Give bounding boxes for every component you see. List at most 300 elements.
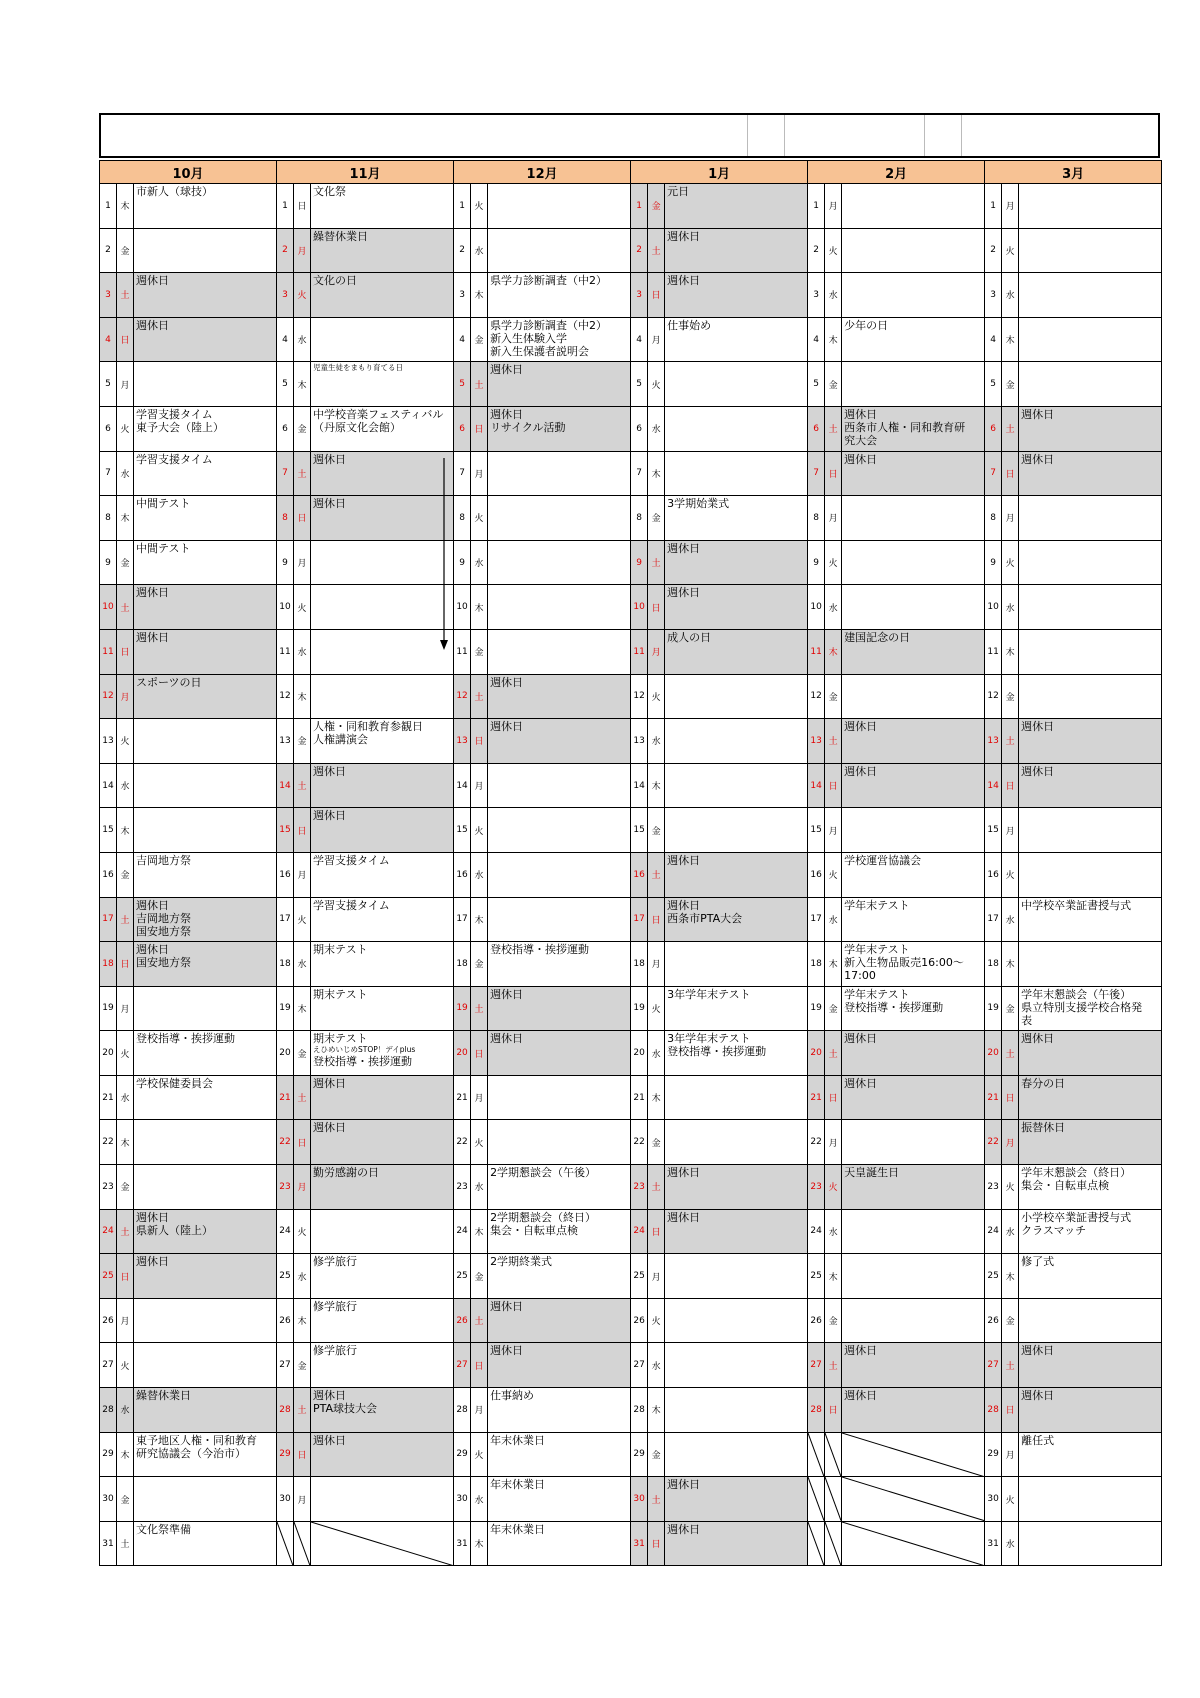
event-cell bbox=[1019, 1521, 1162, 1566]
event-cell bbox=[842, 986, 985, 1031]
event-cell bbox=[665, 228, 808, 273]
event-cell bbox=[134, 317, 277, 362]
event-cell bbox=[842, 852, 985, 897]
weekday: 水 bbox=[648, 1343, 665, 1388]
event-cell bbox=[665, 897, 808, 942]
weekday: 月 bbox=[1002, 808, 1019, 853]
weekday: 木 bbox=[471, 897, 488, 942]
event-line: 週休日 bbox=[844, 1344, 878, 1358]
day-number: 2 bbox=[100, 228, 117, 273]
event-cell bbox=[665, 1165, 808, 1210]
event-line: 週休日 bbox=[1021, 452, 1055, 466]
weekday: 日 bbox=[825, 1388, 842, 1433]
day-number: 6 bbox=[808, 406, 825, 451]
cross-out-line bbox=[842, 1477, 984, 1521]
event-line: 学年末懇談会（午後） bbox=[1021, 987, 1132, 1001]
day-number: 12 bbox=[454, 674, 471, 719]
event-line: 週休日 bbox=[1021, 1344, 1055, 1358]
weekday: 月 bbox=[825, 1120, 842, 1165]
weekday: 土 bbox=[1002, 406, 1019, 451]
day-number: 16 bbox=[808, 852, 825, 897]
event-line: 週休日 bbox=[490, 363, 524, 377]
weekday: 月 bbox=[294, 228, 311, 273]
day-number: 21 bbox=[100, 1075, 117, 1120]
weekday: 土 bbox=[294, 1388, 311, 1433]
weekday: 金 bbox=[294, 406, 311, 451]
day-number: 28 bbox=[454, 1388, 471, 1433]
weekday: 日 bbox=[471, 1343, 488, 1388]
day-row bbox=[100, 540, 1162, 585]
month-header: 12月 bbox=[454, 161, 631, 184]
day-row bbox=[100, 1477, 1162, 1522]
event-cell bbox=[842, 1343, 985, 1388]
event-cell bbox=[842, 585, 985, 630]
event-cell bbox=[311, 1254, 454, 1299]
weekday: 土 bbox=[117, 897, 134, 942]
event-line: 週休日 bbox=[136, 1210, 169, 1224]
weekday: 水 bbox=[825, 585, 842, 630]
day-number: 15 bbox=[808, 808, 825, 853]
event-cell bbox=[311, 540, 454, 585]
event-line: 中学校卒業証書授与式 bbox=[1021, 898, 1132, 912]
event-line: 3学期始業式 bbox=[667, 497, 730, 511]
weekday: 金 bbox=[825, 674, 842, 719]
event-cell bbox=[311, 942, 454, 987]
weekday: 水 bbox=[825, 273, 842, 318]
weekday: 日 bbox=[294, 184, 311, 229]
day-number: 8 bbox=[631, 496, 648, 541]
weekday: 日 bbox=[117, 317, 134, 362]
weekday: 火 bbox=[117, 406, 134, 451]
weekday: 月 bbox=[648, 629, 665, 674]
event-line: 文化の日 bbox=[313, 274, 358, 288]
event-cell bbox=[842, 1120, 985, 1165]
event-line: 週休日 bbox=[136, 1255, 169, 1269]
event-line: 週休日 bbox=[313, 1076, 347, 1090]
event-cell bbox=[842, 1165, 985, 1210]
day-number: 13 bbox=[454, 719, 471, 764]
day-number: 15 bbox=[985, 808, 1002, 853]
day-number: 4 bbox=[631, 317, 648, 362]
event-line: 学習支援タイム bbox=[313, 898, 390, 912]
event-line: 週休日 bbox=[1021, 407, 1055, 421]
event-cell bbox=[1019, 1209, 1162, 1254]
weekday: 日 bbox=[294, 1432, 311, 1477]
day-number: 29 bbox=[631, 1432, 648, 1477]
event-cell bbox=[1019, 585, 1162, 630]
event-line: 登校指導・挨拶運動 bbox=[136, 1032, 235, 1046]
event-line: 週休日 bbox=[844, 452, 878, 466]
event-cell bbox=[488, 1209, 631, 1254]
event-cell bbox=[134, 1477, 277, 1522]
weekday: 土 bbox=[1002, 719, 1019, 764]
event-line: 登校指導・挨拶運動 bbox=[490, 943, 590, 957]
day-number: 9 bbox=[454, 540, 471, 585]
event-line: 週休日 bbox=[313, 497, 347, 511]
event-line: 週休日 bbox=[1021, 1389, 1055, 1403]
weekday: 土 bbox=[117, 1209, 134, 1254]
weekday: 土 bbox=[471, 362, 488, 407]
weekday: 月 bbox=[1002, 1432, 1019, 1477]
title-divider bbox=[924, 115, 925, 156]
weekday: 金 bbox=[648, 808, 665, 853]
event-line: 2学期懇談会（午後） bbox=[490, 1166, 597, 1180]
event-cell bbox=[488, 496, 631, 541]
event-line: 週休日 bbox=[844, 1389, 878, 1403]
event-cell bbox=[842, 1388, 985, 1433]
weekday: 水 bbox=[648, 1031, 665, 1076]
day-number: 28 bbox=[808, 1388, 825, 1433]
day-number: 3 bbox=[808, 273, 825, 318]
event-line: 週休日 bbox=[667, 541, 701, 555]
event-line: 学校保健委員会 bbox=[136, 1076, 213, 1090]
event-line: 週休日 bbox=[313, 1433, 347, 1447]
day-number: 6 bbox=[631, 406, 648, 451]
event-line: 西条市PTA大会 bbox=[667, 911, 743, 925]
day-number: 17 bbox=[100, 897, 117, 942]
day-number: 11 bbox=[454, 629, 471, 674]
day-number: 26 bbox=[454, 1298, 471, 1343]
day-number: 19 bbox=[808, 986, 825, 1031]
event-line: 修学旅行 bbox=[313, 1299, 358, 1313]
event-line: 学習支援タイム bbox=[313, 853, 390, 867]
day-number: 14 bbox=[277, 763, 294, 808]
day-number: 3 bbox=[985, 273, 1002, 318]
event-cell bbox=[1019, 451, 1162, 496]
event-cell bbox=[134, 1343, 277, 1388]
event-cell bbox=[311, 451, 454, 496]
weekday: 火 bbox=[471, 808, 488, 853]
weekday: 土 bbox=[648, 1165, 665, 1210]
weekday: 木 bbox=[648, 763, 665, 808]
event-cell bbox=[134, 1521, 277, 1566]
day-number: 23 bbox=[631, 1165, 648, 1210]
event-line: 天皇誕生日 bbox=[844, 1166, 900, 1180]
weekday: 土 bbox=[294, 763, 311, 808]
day-number: 7 bbox=[277, 451, 294, 496]
weekday: 木 bbox=[825, 629, 842, 674]
weekday: 金 bbox=[648, 496, 665, 541]
month-header-row bbox=[100, 161, 1162, 184]
event-cell bbox=[311, 228, 454, 273]
event-cell bbox=[134, 1209, 277, 1254]
day-row bbox=[100, 451, 1162, 496]
weekday: 金 bbox=[294, 719, 311, 764]
event-line: 小学校卒業証書授与式 bbox=[1021, 1210, 1132, 1224]
day-number: 7 bbox=[808, 451, 825, 496]
day-number: 5 bbox=[100, 362, 117, 407]
day-number: 8 bbox=[808, 496, 825, 541]
day-number: 2 bbox=[808, 228, 825, 273]
day-number: 25 bbox=[100, 1254, 117, 1299]
event-line: 県立特別支援学校合格発 bbox=[1021, 1000, 1143, 1014]
weekday: 木 bbox=[117, 808, 134, 853]
event-cell bbox=[134, 362, 277, 407]
day-number: 4 bbox=[277, 317, 294, 362]
weekday: 月 bbox=[294, 852, 311, 897]
event-line: 3年学年末テスト bbox=[667, 987, 751, 1001]
day-number: 4 bbox=[100, 317, 117, 362]
event-cell bbox=[1019, 540, 1162, 585]
weekday: 火 bbox=[1002, 1165, 1019, 1210]
weekday: 水 bbox=[471, 540, 488, 585]
event-line: 中学校音楽フェスティバル bbox=[313, 407, 444, 421]
event-cell bbox=[842, 629, 985, 674]
day-row bbox=[100, 1254, 1162, 1299]
month-header: 3月 bbox=[985, 161, 1162, 184]
day-number: 20 bbox=[985, 1031, 1002, 1076]
weekday: 火 bbox=[294, 897, 311, 942]
event-cell bbox=[488, 540, 631, 585]
day-number: 19 bbox=[100, 986, 117, 1031]
weekday: 水 bbox=[117, 763, 134, 808]
day-number: 25 bbox=[454, 1254, 471, 1299]
event-line: 成人の日 bbox=[667, 630, 712, 644]
weekday: 土 bbox=[648, 1477, 665, 1522]
event-line: 国安地方祭 bbox=[136, 956, 191, 970]
day-number: 31 bbox=[454, 1521, 471, 1566]
weekday: 水 bbox=[117, 1075, 134, 1120]
event-line: 振替休日 bbox=[1021, 1121, 1066, 1135]
weekday: 日 bbox=[1002, 1388, 1019, 1433]
event-line: 週休日 bbox=[844, 1032, 878, 1046]
weekday: 日 bbox=[648, 273, 665, 318]
weekday: 日 bbox=[648, 1209, 665, 1254]
weekday: 火 bbox=[648, 362, 665, 407]
event-line: 週休日 bbox=[1021, 720, 1055, 734]
weekday: 木 bbox=[117, 1120, 134, 1165]
event-line: 週休日 bbox=[1021, 764, 1055, 778]
event-line: 週休日 bbox=[136, 898, 169, 912]
day-number: 5 bbox=[277, 362, 294, 407]
day-number: 23 bbox=[277, 1165, 294, 1210]
day-number: 30 bbox=[454, 1477, 471, 1522]
event-line: 週休日 bbox=[667, 229, 701, 243]
day-number: 10 bbox=[808, 585, 825, 630]
day-number: 17 bbox=[277, 897, 294, 942]
day-number: 27 bbox=[808, 1343, 825, 1388]
event-cell bbox=[134, 451, 277, 496]
day-number: 16 bbox=[277, 852, 294, 897]
weekday: 金 bbox=[117, 540, 134, 585]
weekday: 火 bbox=[825, 228, 842, 273]
event-line: リサイクル活動 bbox=[490, 420, 566, 434]
day-number: 26 bbox=[985, 1298, 1002, 1343]
weekday: 日 bbox=[825, 1075, 842, 1120]
event-line: 東予地区人権・同和教育 bbox=[136, 1433, 257, 1447]
day-number: 19 bbox=[985, 986, 1002, 1031]
event-line: 仕事納め bbox=[490, 1389, 535, 1403]
event-cell bbox=[134, 1388, 277, 1433]
event-cell bbox=[134, 1298, 277, 1343]
event-cell bbox=[842, 273, 985, 318]
day-number: 30 bbox=[100, 1477, 117, 1522]
day-number: 19 bbox=[277, 986, 294, 1031]
day-number: 12 bbox=[631, 674, 648, 719]
day-number: 11 bbox=[631, 629, 648, 674]
event-cell bbox=[665, 629, 808, 674]
day-number: 20 bbox=[277, 1031, 294, 1076]
cross-out-line bbox=[808, 1522, 824, 1566]
day-row bbox=[100, 406, 1162, 451]
event-cell bbox=[134, 674, 277, 719]
day-number: 22 bbox=[631, 1120, 648, 1165]
event-cell bbox=[134, 719, 277, 764]
event-cell bbox=[842, 1477, 985, 1522]
day-number: 2 bbox=[631, 228, 648, 273]
weekday: 土 bbox=[117, 1521, 134, 1566]
event-cell bbox=[842, 228, 985, 273]
day-row bbox=[100, 317, 1162, 362]
event-line: 国安地方祭 bbox=[136, 924, 191, 938]
day-number: 2 bbox=[985, 228, 1002, 273]
cross-out-line bbox=[825, 1477, 841, 1521]
weekday: 木 bbox=[648, 1075, 665, 1120]
event-cell bbox=[1019, 1165, 1162, 1210]
event-cell bbox=[842, 1254, 985, 1299]
day-number: 6 bbox=[277, 406, 294, 451]
event-cell bbox=[665, 540, 808, 585]
event-cell bbox=[134, 1165, 277, 1210]
weekday: 木 bbox=[648, 451, 665, 496]
event-line: 学年末テスト bbox=[844, 943, 910, 957]
day-number: 15 bbox=[631, 808, 648, 853]
day-number: 6 bbox=[100, 406, 117, 451]
event-line: 新入生保護者説明会 bbox=[490, 344, 590, 358]
event-line: （丹原文化会館） bbox=[313, 420, 402, 434]
event-cell bbox=[1019, 406, 1162, 451]
event-cell bbox=[134, 1031, 277, 1076]
day-number: 18 bbox=[277, 942, 294, 987]
day-number: 10 bbox=[631, 585, 648, 630]
event-cell bbox=[1019, 1298, 1162, 1343]
event-cell bbox=[134, 585, 277, 630]
event-line: 週休日 bbox=[667, 1210, 701, 1224]
day-number: 15 bbox=[277, 808, 294, 853]
weekday: 土 bbox=[825, 1031, 842, 1076]
day-number: 10 bbox=[100, 585, 117, 630]
event-line: 学校運営協議会 bbox=[844, 853, 922, 867]
weekday: 木 bbox=[294, 362, 311, 407]
event-line: 集会・自転車点検 bbox=[1021, 1179, 1110, 1193]
event-line: 繰替休業日 bbox=[313, 229, 369, 243]
event-line: 文化祭準備 bbox=[136, 1522, 191, 1536]
weekday: 火 bbox=[294, 273, 311, 318]
weekday: 月 bbox=[294, 1477, 311, 1522]
day-number: 25 bbox=[631, 1254, 648, 1299]
weekday: 火 bbox=[648, 1298, 665, 1343]
weekday: 月 bbox=[1002, 184, 1019, 229]
day-number: 8 bbox=[454, 496, 471, 541]
day-number: 1 bbox=[808, 184, 825, 229]
day-number: 10 bbox=[454, 585, 471, 630]
day-number: 18 bbox=[631, 942, 648, 987]
weekday: 火 bbox=[471, 496, 488, 541]
weekday: 月 bbox=[825, 496, 842, 541]
day-row bbox=[100, 585, 1162, 630]
weekday: 火 bbox=[1002, 852, 1019, 897]
event-cell bbox=[665, 1388, 808, 1433]
day-number: 12 bbox=[277, 674, 294, 719]
event-line: 週休日 bbox=[667, 274, 701, 288]
day-number: 7 bbox=[454, 451, 471, 496]
event-cell bbox=[311, 719, 454, 764]
cross-out-line bbox=[277, 1522, 293, 1566]
weekday: 金 bbox=[1002, 1298, 1019, 1343]
event-line: 新入生物品販売16:00～ bbox=[844, 956, 964, 970]
day-number: 5 bbox=[808, 362, 825, 407]
event-cell bbox=[1019, 1120, 1162, 1165]
weekday: 土 bbox=[117, 585, 134, 630]
weekday: 日 bbox=[117, 942, 134, 987]
cross-out-line bbox=[311, 1522, 453, 1566]
day-number: 20 bbox=[631, 1031, 648, 1076]
event-cell bbox=[134, 273, 277, 318]
day-row bbox=[100, 228, 1162, 273]
day-number: 13 bbox=[277, 719, 294, 764]
day-number: 20 bbox=[808, 1031, 825, 1076]
event-line: 2学期終業式 bbox=[490, 1255, 553, 1269]
weekday: 木 bbox=[471, 585, 488, 630]
day-row bbox=[100, 629, 1162, 674]
weekday: 土 bbox=[294, 451, 311, 496]
day-number: 5 bbox=[454, 362, 471, 407]
weekday: 月 bbox=[117, 986, 134, 1031]
event-cell bbox=[488, 674, 631, 719]
event-cell bbox=[134, 228, 277, 273]
weekday: 水 bbox=[471, 1477, 488, 1522]
event-cell bbox=[488, 986, 631, 1031]
day-number: 13 bbox=[100, 719, 117, 764]
event-cell bbox=[1019, 942, 1162, 987]
weekday: 月 bbox=[648, 1254, 665, 1299]
day-number: 14 bbox=[631, 763, 648, 808]
day-number: 30 bbox=[985, 1477, 1002, 1522]
day-number: 11 bbox=[985, 629, 1002, 674]
weekday: 月 bbox=[471, 1075, 488, 1120]
weekday: 火 bbox=[648, 674, 665, 719]
day-number: 14 bbox=[985, 763, 1002, 808]
event-line: 週休日 bbox=[136, 586, 169, 600]
weekday: 火 bbox=[1002, 1477, 1019, 1522]
day-number: 20 bbox=[454, 1031, 471, 1076]
event-cell bbox=[842, 1521, 985, 1566]
event-line: 研究協議会（今治市） bbox=[136, 1446, 246, 1460]
weekday: 月 bbox=[648, 317, 665, 362]
event-cell bbox=[1019, 228, 1162, 273]
day-number: 5 bbox=[631, 362, 648, 407]
event-line: 3年学年末テスト bbox=[667, 1032, 751, 1046]
event-cell bbox=[1019, 629, 1162, 674]
day-number: 24 bbox=[454, 1209, 471, 1254]
event-cell bbox=[134, 986, 277, 1031]
weekday: 金 bbox=[825, 1298, 842, 1343]
weekday: 火 bbox=[1002, 228, 1019, 273]
event-cell bbox=[488, 585, 631, 630]
day-number: 27 bbox=[985, 1343, 1002, 1388]
weekday: 木 bbox=[471, 273, 488, 318]
event-cell bbox=[134, 897, 277, 942]
event-line: 集会・自転車点検 bbox=[490, 1223, 579, 1237]
day-number: 30 bbox=[277, 1477, 294, 1522]
day-number: 5 bbox=[985, 362, 1002, 407]
event-line: 年末休業日 bbox=[490, 1478, 546, 1492]
event-cell bbox=[842, 942, 985, 987]
event-line: 勤労感謝の日 bbox=[313, 1166, 380, 1180]
weekday: 火 bbox=[1002, 540, 1019, 585]
weekday: 木 bbox=[825, 1254, 842, 1299]
weekday: 土 bbox=[1002, 1031, 1019, 1076]
